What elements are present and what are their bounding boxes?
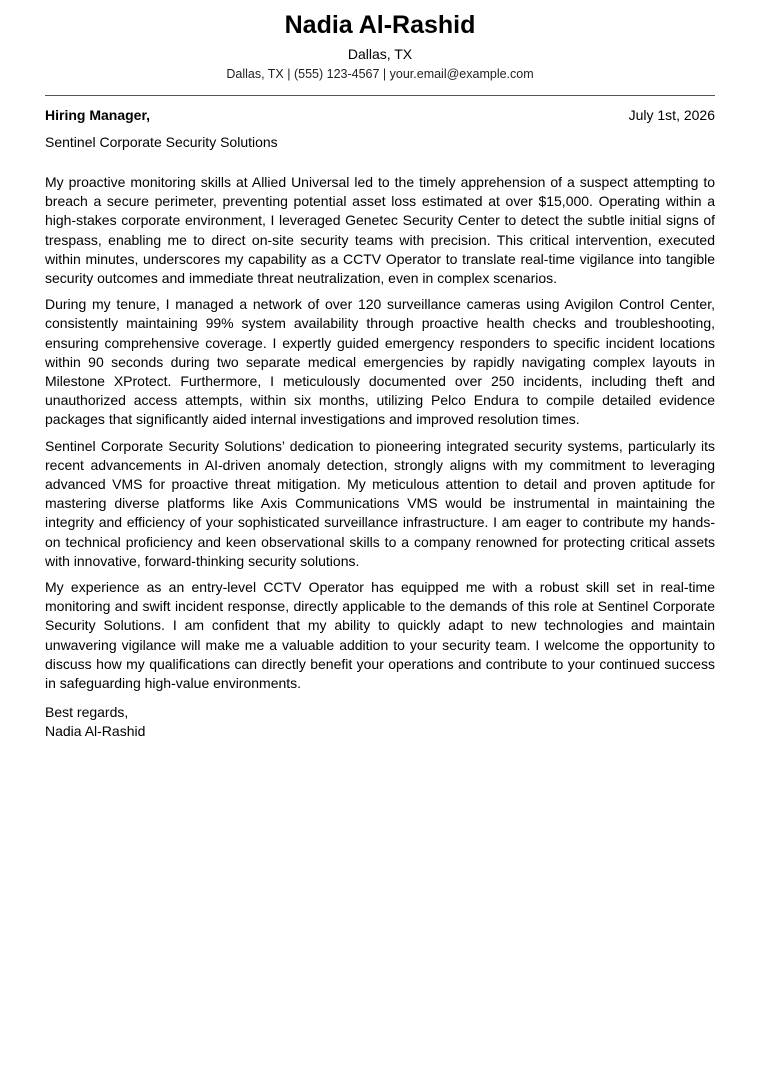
body-paragraph-2: During my tenure, I managed a network of over 120 surveillance cameras using Avigilon Control Center, consistently maintaining 99% system availability through proactive health checks and troubleshooting, ensuring comprehensive coverage. I expertly guided emergency responders to specific incident locations within 90 seconds during two separate medical emergencies by rapidly navigating complex layouts in Milestone XProtect. Furthermore, I meticulously documented over 250 incidents, including theft and unauthorized access attempts, within six months, utilizing Pelco Endura to compile detailed evidence packages that significantly aided internal investigations and improved resolution times.: [45, 296, 715, 428]
applicant-name: Nadia Al-Rashid: [284, 11, 476, 39]
letter-closing: [45, 703, 715, 741]
recipient-company: Sentinel Corporate Security Solutions: [45, 134, 278, 150]
recipient-date-row: [45, 106, 715, 124]
body-paragraph-1: My proactive monitoring skills at Allied Universal led to the timely apprehension of a suspect attempting to breach a secure perimeter, preventing potential asset loss estimated at over $15,000. Operating within a high-stakes corporate environment, I leveraged Genetec Security Center to detect the subtle initial signs of trespass, enabling me to direct on-site security teams with precision. This critical intervention, executed within minutes, underscores my capability as a CCTV Operator to translate real-time vigilance into tangible security outcomes and immediate threat neutralization, even in complex scenarios.: [45, 174, 715, 287]
body-paragraph-4: My experience as an entry-level CCTV Operator has equipped me with a robust skill set in real-time monitoring and swift incident response, directly applicable to the demands of this role at Sentinel Corporate Security Solutions. I am confident that my ability to quickly adapt to new technologies and maintain unwavering vigilance will make me a valuable addition to your security team. I welcome the opportunity to discuss how my qualifications can directly benefit your operations and contribute to your continued success in safeguarding high-value environments.: [45, 579, 715, 692]
contact-line: Dallas, TX | (555) 123-4567 | your.email@example.com: [226, 67, 534, 81]
closing-phrase: Best regards,: [45, 704, 129, 721]
header-divider: [45, 95, 715, 96]
letter-header: [45, 0, 715, 82]
applicant-city: Dallas, TX: [347, 46, 413, 62]
recipient-salutation: Hiring Manager,: [45, 107, 151, 123]
letter-body: [45, 173, 715, 693]
signature-name: Nadia Al-Rashid: [45, 723, 146, 740]
letter-date: July 1st, 2026: [628, 107, 715, 123]
body-paragraph-3: Sentinel Corporate Security Solutions’ dedication to pioneering integrated security systems, particularly its recent advancements in AI-driven anomaly detection, strongly aligns with my commitment to leveraging advanced VMS for proactive threat mitigation. My meticulous attention to detail and proven aptitude for mastering diverse platforms like Axis Communications VMS would be instrumental in maintaining the integrity and efficiency of your sophisticated surveillance infrastructure. I am eager to contribute my hands-on technical proficiency and keen observational skills to a company renowned for protecting critical assets with innovative, forward-thinking security solutions.: [45, 437, 715, 569]
